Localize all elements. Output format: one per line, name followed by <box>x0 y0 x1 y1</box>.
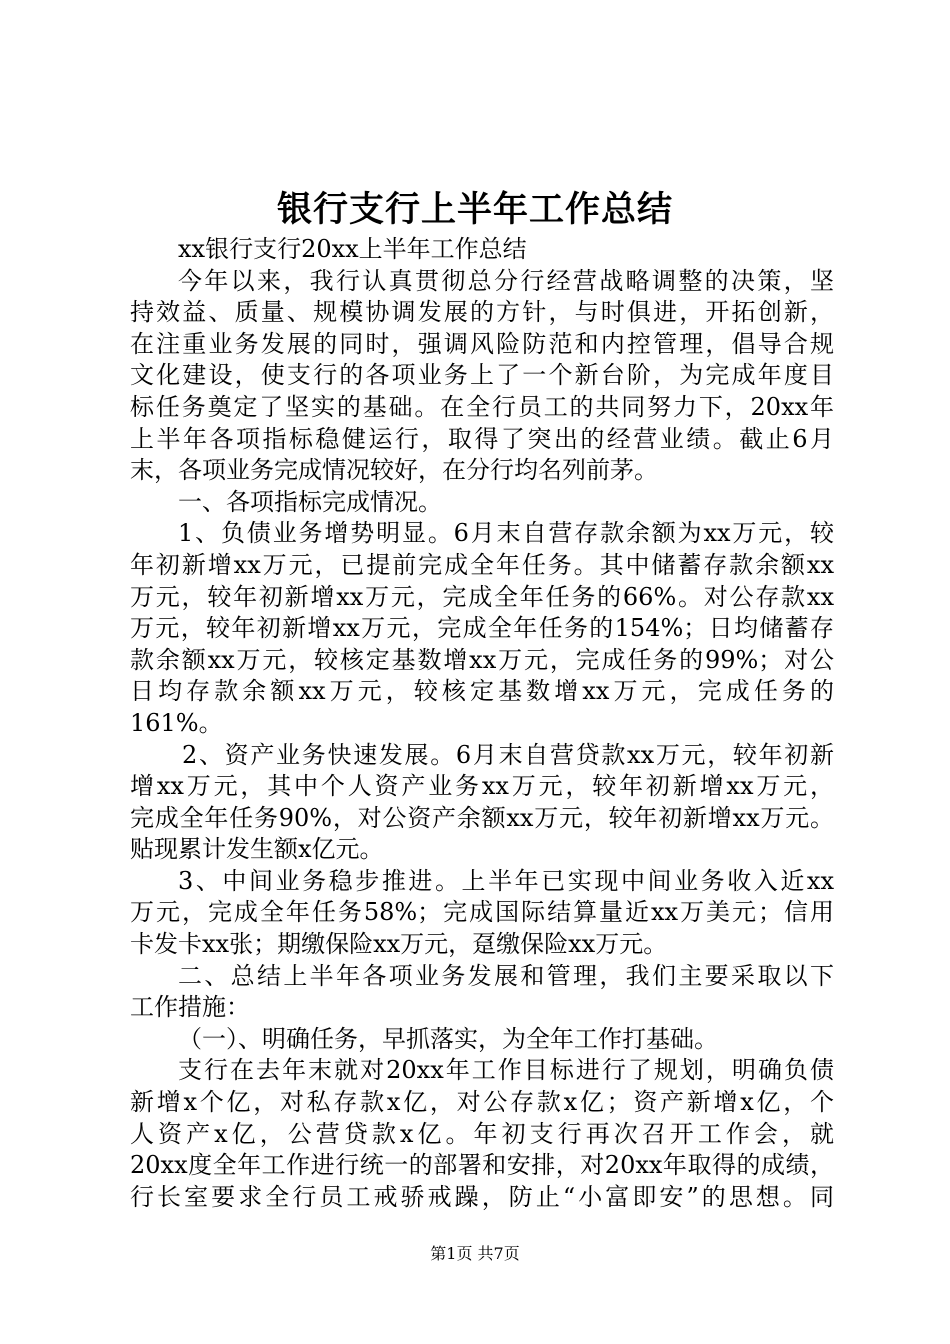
page-number: 第1页 共7页 <box>430 1244 520 1263</box>
section-heading: 一、各项指标完成情况。 <box>178 487 442 516</box>
paragraph-line: 万元，完成全年任务58%；完成国际结算量近xx万美元；信用 <box>130 898 834 927</box>
subtitle-line: xx银行支行20xx上半年工作总结 <box>178 235 527 263</box>
paragraph-line: 卡发卡xx张；期缴保险xx万元，趸缴保险xx万元。 <box>130 930 668 959</box>
paragraph-line: 完成全年任务90%，对公资产余额xx万元，较年初新增xx万元。 <box>130 803 834 832</box>
document-title: 银行支行上半年工作总结 <box>276 189 673 230</box>
paragraph-line: 文化建设，使支行的各项业务上了一个新台阶，为完成年度目 <box>130 361 834 390</box>
paragraph-line: 支行在去年末就对20xx年工作目标进行了规划，明确负债 <box>178 1056 834 1085</box>
paragraph-line: 增xx万元，其中个人资产业务xx万元，较年初新增xx万元， <box>130 772 834 801</box>
paragraph-line: 标任务奠定了坚实的基础。在全行员工的共同努力下，20xx年 <box>130 392 834 421</box>
section-heading: 二、总结上半年各项业务发展和管理，我们主要采取以下 <box>178 961 834 990</box>
subsection-heading: （一）、明确任务，早抓落实，为全年工作打基础。 <box>178 1024 718 1053</box>
paragraph-line: 新增x个亿，对私存款x亿，对公存款x亿；资产新增x亿，个 <box>130 1088 834 1117</box>
section-heading: 工作措施： <box>130 993 250 1022</box>
paragraph-line: 人资产x亿，公营贷款x亿。年初支行再次召开工作会，就 <box>130 1119 834 1148</box>
paragraph-line: 161%。 <box>130 708 223 737</box>
paragraph-line: 年初新增xx万元，已提前完成全年任务。其中储蓄存款余额xx <box>130 550 834 579</box>
paragraph-line: 万元，较年初新增xx万元，完成全年任务的154%；日均储蓄存 <box>130 614 834 643</box>
paragraph-line: 款余额xx万元，较核定基数增xx万元，完成任务的99%；对公 <box>130 645 834 674</box>
paragraph-line: 1、负债业务增势明显。6月末自营存款余额为xx万元，较 <box>178 519 834 548</box>
paragraph-line: 万元，较年初新增xx万元，完成全年任务的66%。对公存款xx <box>130 582 834 611</box>
paragraph-line: 末，各项业务完成情况较好，在分行均名列前茅。 <box>130 456 658 485</box>
paragraph-line: 贴现累计发生额x亿元。 <box>130 835 384 864</box>
paragraph-line: 2、资产业务快速发展。6月末自营贷款xx万元，较年初新 <box>182 740 834 769</box>
paragraph-line: 3、中间业务稳步推进。上半年已实现中间业务收入近xx <box>178 866 834 895</box>
paragraph-line: 上半年各项指标稳健运行，取得了突出的经营业绩。截止6月 <box>130 424 834 453</box>
paragraph-line: 在注重业务发展的同时，强调风险防范和内控管理，倡导合规 <box>130 329 834 358</box>
paragraph-line: 行长室要求全行员工戒骄戒躁，防止“小富即安”的思想。同 <box>130 1182 834 1211</box>
paragraph-line: 20xx度全年工作进行统一的部署和安排，对20xx年取得的成绩， <box>130 1151 834 1180</box>
document-body <box>130 234 834 1213</box>
paragraph-line: 今年以来，我行认真贯彻总分行经营战略调整的决策，坚 <box>178 266 834 295</box>
paragraph-line: 日均存款余额xx万元，较核定基数增xx万元，完成任务的 <box>130 677 834 706</box>
paragraph-line: 持效益、质量、规模协调发展的方针，与时俱进，开拓创新， <box>130 298 834 327</box>
